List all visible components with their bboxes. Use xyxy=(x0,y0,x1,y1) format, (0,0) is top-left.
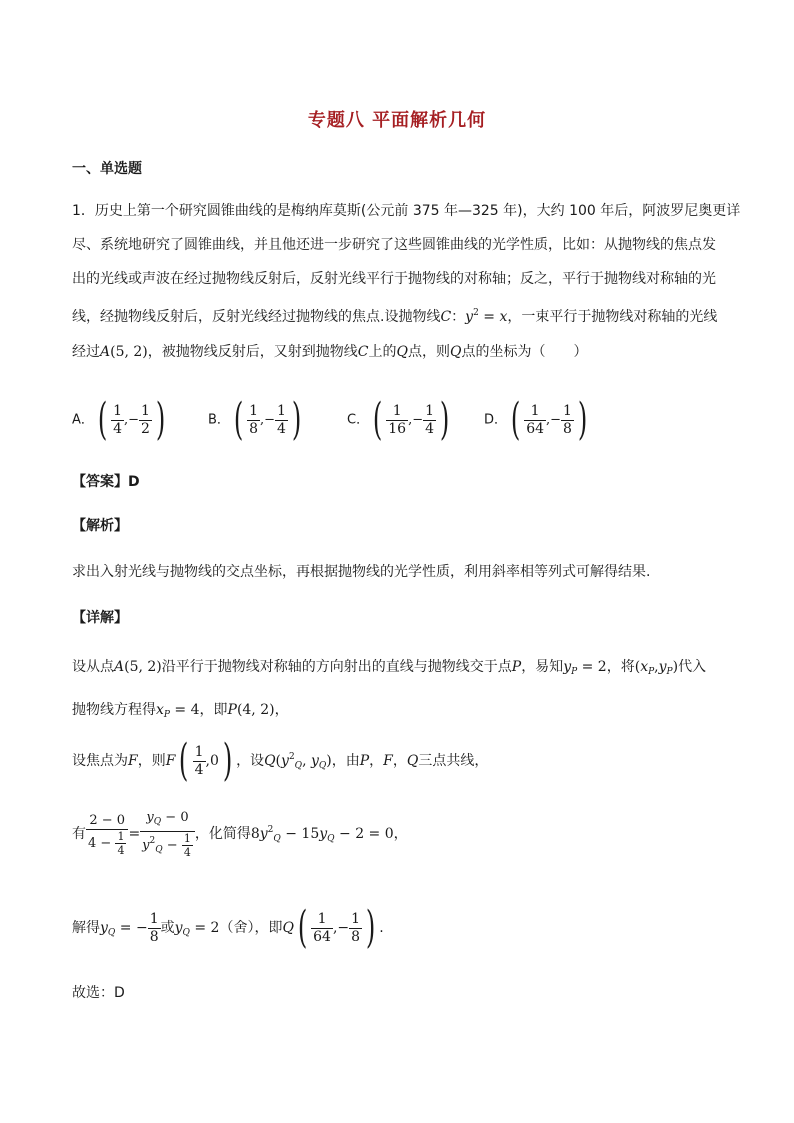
page-title: 专题八 平面解析几何 xyxy=(307,110,487,131)
detail-line-2: 抛物线方程得$x_P = 4$，即P(4, 2)， xyxy=(72,702,289,720)
option-b[interactable]: B．( $\frac{1}{8}$ ,− $\frac{1}{4}$ ) xyxy=(208,394,302,445)
option-d[interactable]: D．( $\frac{1}{64}$ ,− $\frac{1}{8}$ ) xyxy=(484,394,588,445)
detail-label: 【详解】 xyxy=(72,610,128,626)
question-line-1: 1．历史上第一个研究圆锥曲线的是梅纳库莫斯(公元前 375 年—325 年)，大约 100 年后，阿波罗尼奥更详 xyxy=(72,203,741,219)
detail-line-1: 设从点A(5, 2)沿平行于抛物线对称轴的方向射出的直线与抛物线交于点P，易知$y_P = 2$，将$(x_P,y_P)$代入 xyxy=(72,659,707,677)
option-c[interactable]: C．( $\frac{1}{16}$ ,− $\frac{1}{4}$ ) xyxy=(347,394,450,445)
answer-label: 【答案】D xyxy=(72,474,140,490)
analysis-label: 【解析】 xyxy=(72,518,128,534)
analysis-text: 求出入射光线与抛物线的交点坐标，再根据抛物线的光学性质，利用斜率相等列式可解得结果. xyxy=(72,564,651,580)
detail-line-5: 解得$y_Q$ = − $\frac{1}{8}$ 或$y_Q = 2$（舍），即Q( $\frac{1}{64}$ ,− $\frac{1}{8}$ ) . xyxy=(72,902,384,953)
detail-line-4: 有 2 − 0 4 − $\frac{1}{4}$ = $y_Q - 0$ $y^2_Q$ − $\frac{1}{4}$ ，化简得$8y^2_Q - 15y_Q - 2 = 0$， xyxy=(72,810,408,859)
question-line-2: 尽、系统地研究了圆锥曲线，并且他还进一步研究了这些圆锥曲线的光学性质，比如：从抛物线的焦点发 xyxy=(72,237,716,253)
option-a[interactable]: A．( $\frac{1}{4}$ ,− $\frac{1}{2}$ ) xyxy=(72,394,166,445)
question-line-5: 经过A(5, 2)，被抛物线反射后，又射到抛物线C上的Q点，则Q点的坐标为（ ） xyxy=(72,344,588,360)
conclusion: 故选：D xyxy=(72,985,125,1001)
question-line-4: 线，经抛物线反射后，反射光线经过抛物线的焦点.设抛物线C：$y^2 = x$，一束平行于抛物线对称轴的光线 xyxy=(72,308,718,325)
detail-line-3: 设焦点为F，则F( $\frac{1}{4}$ ,0) ，设$Q(y^2_Q$, $y_Q$)，由P，F，Q三点共线， xyxy=(72,735,489,786)
section-heading: 一、单选题 xyxy=(72,161,142,177)
question-line-3: 出的光线或声波在经过抛物线反射后，反射光线平行于抛物线的对称轴；反之，平行于抛物线对称轴的光 xyxy=(72,271,716,287)
